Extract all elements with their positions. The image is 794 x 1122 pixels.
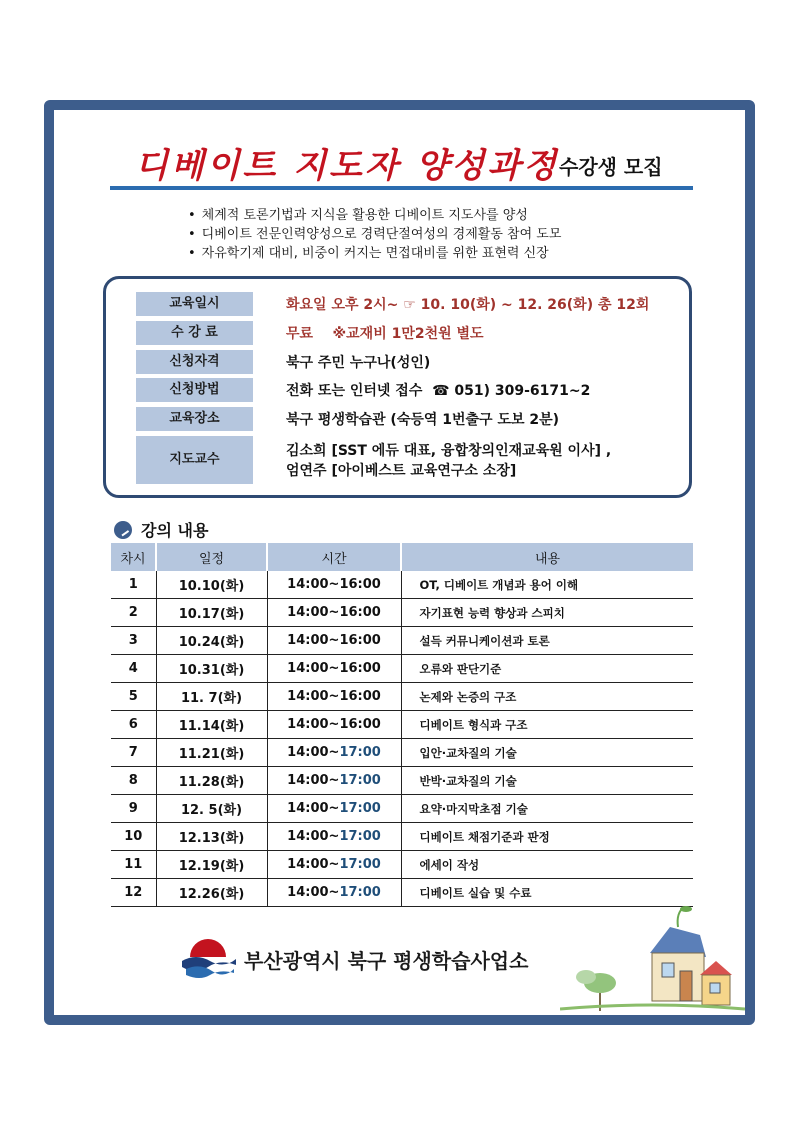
session-content: 입안·교차질의 기술 xyxy=(401,739,693,767)
place-value: 북구 평생학습관 (숙등역 1번출구 도보 2분) xyxy=(286,412,560,428)
instructor-line-1: 김소희 [SST 에듀 대표, 융합창의인재교육원 이사] , xyxy=(286,443,612,459)
session-content: 요약·마지막초점 기술 xyxy=(401,795,693,823)
time-end: 17:00 xyxy=(339,773,381,788)
schedule-table xyxy=(111,543,693,907)
time-start: 14:00~ xyxy=(287,829,340,844)
session-date: 11. 7(화) xyxy=(156,683,267,711)
session-time xyxy=(267,655,401,683)
table-row xyxy=(111,795,693,823)
summary-bullets xyxy=(188,206,561,263)
session-time xyxy=(267,767,401,795)
session-time xyxy=(267,823,401,851)
bullet-item: • 디베이트 전문인력양성으로 경력단절여성의 경제활동 참여 도모 xyxy=(188,225,561,244)
time-end: 16:00 xyxy=(339,577,381,592)
apply-label: 신청방법 xyxy=(136,378,253,402)
session-time xyxy=(267,627,401,655)
session-content: OT, 디베이트 개념과 용어 이해 xyxy=(401,571,693,599)
session-date: 10.10(화) xyxy=(156,571,267,599)
col-header-date: 일정 xyxy=(156,543,267,571)
session-time xyxy=(267,711,401,739)
session-number: 7 xyxy=(111,739,156,767)
time-end: 17:00 xyxy=(339,829,381,844)
session-number: 11 xyxy=(111,851,156,879)
table-row xyxy=(111,739,693,767)
table-row xyxy=(111,599,693,627)
session-time xyxy=(267,739,401,767)
time-start: 14:00~ xyxy=(287,577,340,592)
bullet-item: • 자유학기제 대비, 비중이 커지는 면접대비를 위한 표현력 신장 xyxy=(188,244,561,263)
title-divider xyxy=(110,186,693,190)
table-row xyxy=(111,683,693,711)
house-illustration-icon xyxy=(560,905,745,1017)
time-start: 14:00~ xyxy=(287,689,340,704)
session-number: 4 xyxy=(111,655,156,683)
time-end: 16:00 xyxy=(339,633,381,648)
session-content: 설득 커뮤니케이션과 토론 xyxy=(401,627,693,655)
table-row xyxy=(111,711,693,739)
session-time xyxy=(267,795,401,823)
session-content: 디베이트 형식과 구조 xyxy=(401,711,693,739)
time-start: 14:00~ xyxy=(287,773,340,788)
bukgu-logo-icon xyxy=(180,935,236,981)
session-time xyxy=(267,879,401,907)
session-content: 논제와 논증의 구조 xyxy=(401,683,693,711)
session-content: 디베이트 실습 및 수료 xyxy=(401,879,693,907)
section-title: 강의 내용 xyxy=(141,521,209,540)
col-header-content: 내용 xyxy=(401,543,693,571)
session-date: 11.14(화) xyxy=(156,711,267,739)
time-start: 14:00~ xyxy=(287,801,340,816)
time-start: 14:00~ xyxy=(287,605,340,620)
session-number: 10 xyxy=(111,823,156,851)
time-end: 17:00 xyxy=(339,745,381,760)
time-start: 14:00~ xyxy=(287,885,340,900)
session-date: 12.13(화) xyxy=(156,823,267,851)
schedule-table-body xyxy=(111,571,693,907)
bullet-item: • 체계적 토론기법과 지식을 활용한 디베이트 지도사를 양성 xyxy=(188,206,561,225)
table-row xyxy=(111,851,693,879)
session-date: 10.24(화) xyxy=(156,627,267,655)
session-date: 11.21(화) xyxy=(156,739,267,767)
session-content: 자기표현 능력 향상과 스피치 xyxy=(401,599,693,627)
session-number: 5 xyxy=(111,683,156,711)
session-number: 2 xyxy=(111,599,156,627)
title-row xyxy=(135,138,695,186)
time-end: 16:00 xyxy=(339,689,381,704)
session-date: 11.28(화) xyxy=(156,767,267,795)
table-row xyxy=(111,823,693,851)
table-header-row xyxy=(111,543,693,571)
session-date: 12.26(화) xyxy=(156,879,267,907)
time-start: 14:00~ xyxy=(287,633,340,648)
page-subtitle: 수강생 모집 xyxy=(559,155,663,179)
time-end: 17:00 xyxy=(339,885,381,900)
session-time xyxy=(267,571,401,599)
session-time xyxy=(267,683,401,711)
organization-name: 부산광역시 북구 평생학습사업소 xyxy=(244,949,529,973)
instructor-label: 지도교수 xyxy=(136,436,253,484)
time-end: 16:00 xyxy=(339,661,381,676)
time-end: 16:00 xyxy=(339,717,381,732)
session-time xyxy=(267,851,401,879)
session-content: 오류와 판단기준 xyxy=(401,655,693,683)
table-row xyxy=(111,767,693,795)
eligibility-label: 신청자격 xyxy=(136,350,253,374)
table-row xyxy=(111,879,693,907)
session-number: 6 xyxy=(111,711,156,739)
table-row xyxy=(111,627,693,655)
session-date: 12.19(화) xyxy=(156,851,267,879)
time-start: 14:00~ xyxy=(287,857,340,872)
col-header-time: 시간 xyxy=(267,543,401,571)
info-box xyxy=(103,276,692,498)
instructor-line-2: 엄연주 [아이베스트 교육연구소 소장] xyxy=(286,463,517,479)
eligibility-value: 북구 주민 누구나(성인) xyxy=(286,355,431,371)
session-content: 반박·교차질의 기술 xyxy=(401,767,693,795)
apply-value: 전화 또는 인터넷 접수 ☎ 051) 309-6171~2 xyxy=(286,383,591,399)
time-start: 14:00~ xyxy=(287,745,340,760)
session-number: 3 xyxy=(111,627,156,655)
place-label: 교육장소 xyxy=(136,407,253,431)
table-row xyxy=(111,571,693,599)
session-content: 디베이트 채점기준과 판정 xyxy=(401,823,693,851)
session-number: 12 xyxy=(111,879,156,907)
session-date: 10.31(화) xyxy=(156,655,267,683)
time-start: 14:00~ xyxy=(287,717,340,732)
session-number: 9 xyxy=(111,795,156,823)
fee-value: 무료 ※교재비 1만2천원 별도 xyxy=(286,326,484,342)
time-end: 16:00 xyxy=(339,605,381,620)
time-end: 17:00 xyxy=(339,857,381,872)
time-end: 17:00 xyxy=(339,801,381,816)
session-number: 1 xyxy=(111,571,156,599)
table-row xyxy=(111,655,693,683)
schedule-value: 화요일 오후 2시~ ☞ 10. 10(화) ~ 12. 26(화) 총 12회 xyxy=(286,297,650,313)
session-date: 12. 5(화) xyxy=(156,795,267,823)
session-number: 8 xyxy=(111,767,156,795)
session-date: 10.17(화) xyxy=(156,599,267,627)
footer xyxy=(180,935,580,985)
pencil-icon xyxy=(114,521,132,539)
schedule-label: 교육일시 xyxy=(136,292,253,316)
fee-label: 수 강 료 xyxy=(136,321,253,345)
time-start: 14:00~ xyxy=(287,661,340,676)
page-title: 디베이트 지도자 양성과정 xyxy=(135,146,559,186)
session-content: 에세이 작성 xyxy=(401,851,693,879)
session-time xyxy=(267,599,401,627)
col-header-session: 차시 xyxy=(111,543,156,571)
